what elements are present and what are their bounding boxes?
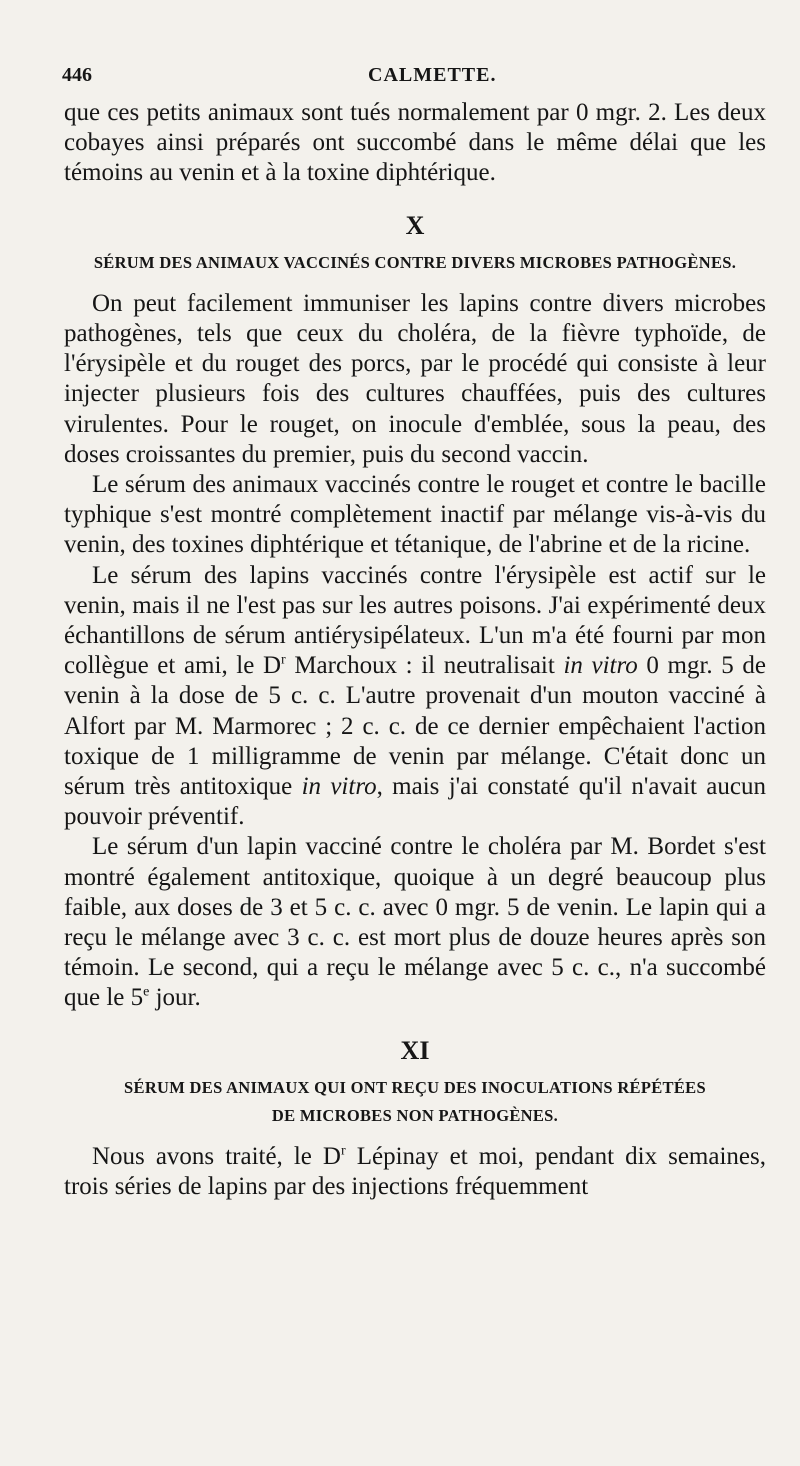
section-number-x: X [405,210,425,240]
italic-term: in vitro [563,652,638,680]
paragraph-cholera [64,832,766,1013]
text-run: jour. [149,984,201,1012]
section-number-xi: XI [400,1035,430,1065]
paragraph-continued: que ces petits animaux sont tués normalement par 0 mgr. 2. Les deux cobayes ainsi préparés ont succombé dans le même délai que les témoins au venin et à la toxine diphtérique. [64,99,766,187]
paragraph-lepinay [64,1142,766,1202]
paragraph-erysipele [64,561,766,833]
text-run: Nous avons traité, le D [92,1142,341,1170]
section-title-x: SÉRUM DES ANIMAUX VACCINÉS CONTRE DIVERS MICROBES PATHOGÈNES. [93,252,737,272]
text-run: Marchoux : il neutralisait [285,652,564,680]
page-number: 446 [62,64,92,86]
superscript: r [341,1143,346,1159]
italic-term: in vitro [301,773,377,801]
superscript: e [143,985,150,1001]
text-run: Le sérum d'un lapin vacciné contre le choléra par M. Bordet s'est montré également antitoxique, quoique à un degré beaucoup plus faible, aux doses de 3 et 5 c. c. avec 0 mgr. 5 de venin. Le lapin qui a reçu le mélange avec 3 c. c. est mort plus de douze heures après son témoin. Le second, qui a reçu le mélange avec 5 c. c., n'a succombé que le 5 [64,833,766,1012]
text-run: Lépinay et moi, pendant dix semaines, trois séries de lapins par des injections fréquemment [64,1142,766,1201]
page-body [64,98,766,1202]
superscript: r [281,652,286,668]
paragraph-immunisation: On peut facilement immuniser les lapins contre divers microbes pathogènes, tels que ceux du choléra, de la fièvre typhoïde, de l'érysipèle et du rouget des porcs, par le procédé qui consiste à leur injecter plusieurs fois des cultures chauffées, puis des cultures virulentes. Pour le rouget, on inocule d'emblée, sous la peau, des doses croissantes du premier, puis du second vaccin. [64,289,766,468]
section-title-line: DE MICROBES NON PATHOGÈNES. [271,1105,559,1125]
section-title-line: SÉRUM DES ANIMAUX QUI ONT REÇU DES INOCULATIONS RÉPÉTÉES [124,1077,706,1097]
text-run: 0 mgr. 5 de venin à la dose de 5 c. c. L'autre provenait d'un mouton vacciné à Alfort par M. Marmorec ; 2 c. c. de ce dernier empêchaient l'action toxique de 1 milligramme de venin par mélange. C'était donc un sérum très antitoxique [64,652,766,801]
page-header [62,64,766,92]
paragraph-rouget-typhique: Le sérum des animaux vaccinés contre le rouget et contre le bacille typhique s'est montré complètement inactif par mélange vis-à-vis du venin, des toxines diphtérique et tétanique, de l'abrine et de la ricine. [64,471,766,559]
running-title: CALMETTE. [368,64,497,86]
section-title-xi [64,1074,766,1130]
text-run: Le sérum des lapins vaccinés contre l'érysipèle est actif sur le venin, mais il ne l'est pas sur les autres poisons. J'ai expérimenté deux échantillons de sérum antiérysipélateux. L'un m'a été fourni par mon collègue et ami, le D [64,561,766,680]
text-run: , mais j'ai constaté qu'il n'avait aucun pouvoir préventif. [64,773,766,831]
